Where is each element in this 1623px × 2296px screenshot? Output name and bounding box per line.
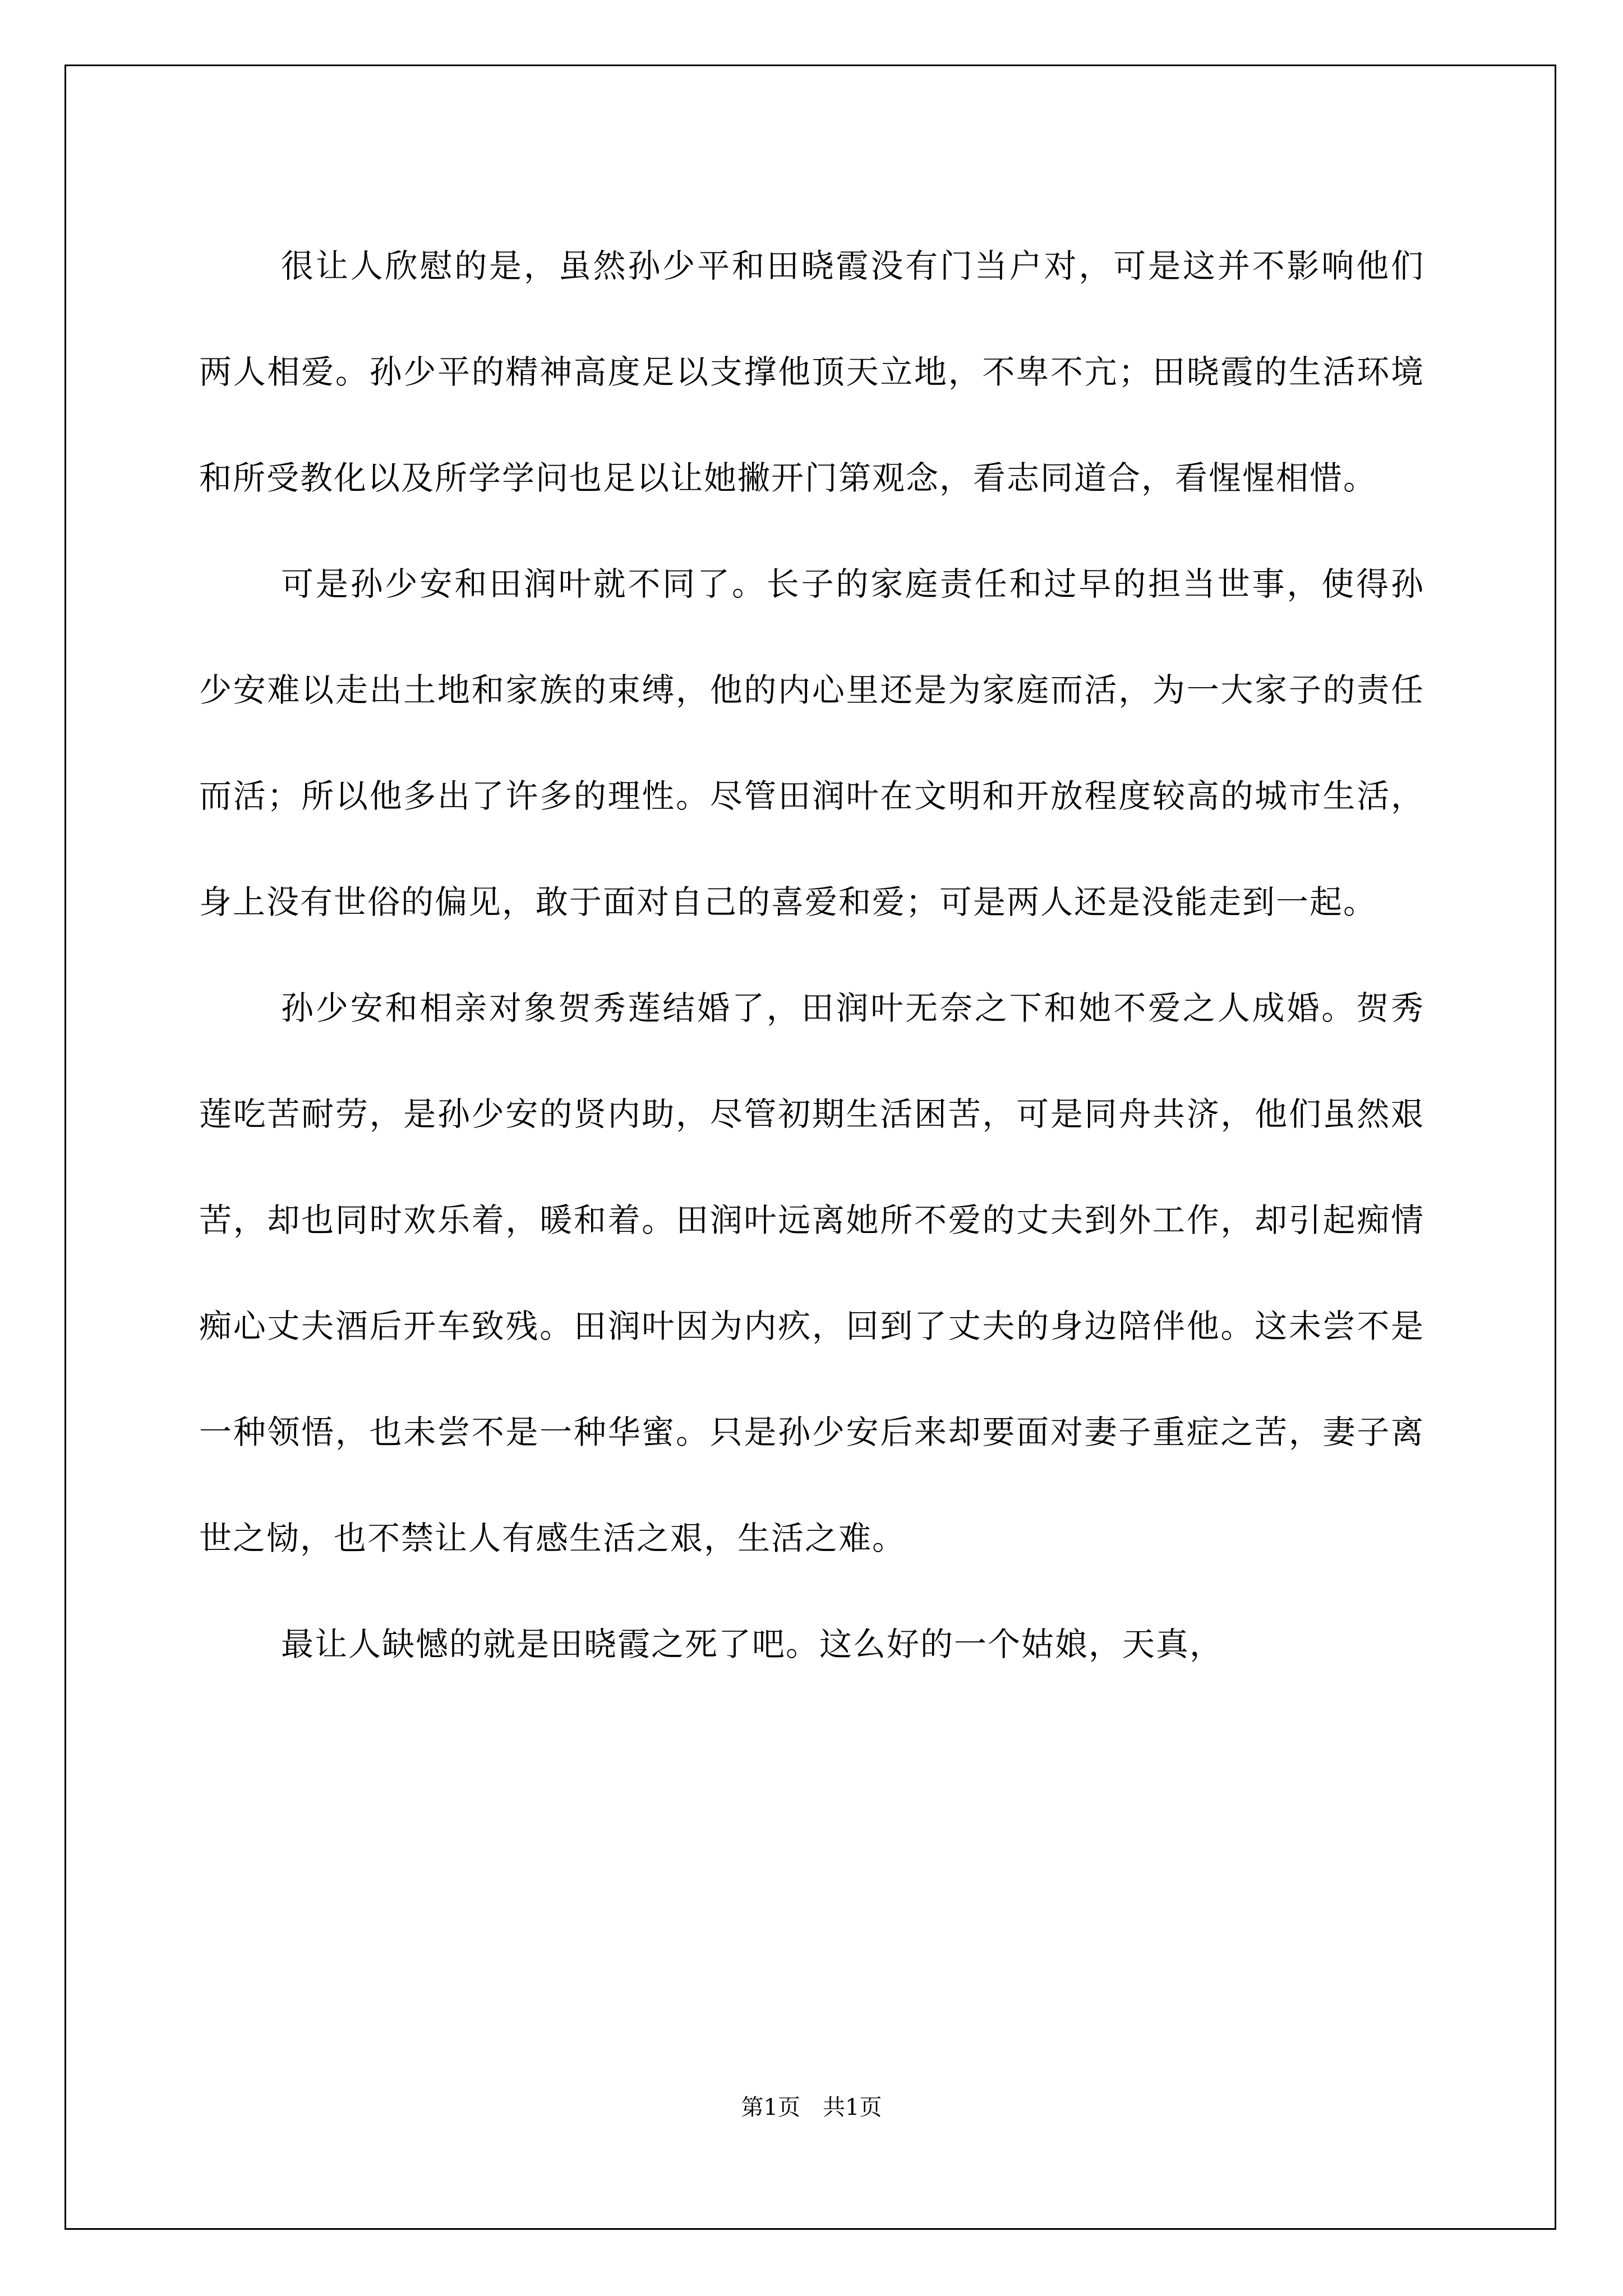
paragraph-3: 孙少安和相亲对象贺秀莲结婚了，田润叶无奈之下和她不爱之人成婚。贺秀莲吃苦耐劳，是孙少安的贤内助，尽管初期生活困苦，可是同舟共济，他们虽然艰苦，却也同时欢乐着，暖和着。田润叶远离她所不爱的丈夫到外工作，却引起痴情痴心丈夫酒后开车致残。田润叶因为内疚，回到了丈夫的身边陪伴他。这未尝不是一种领悟，也未尝不是一种华蜜。只是孙少安后来却要面对妻子重症之苦，妻子离世之恸，也不禁让人有感生活之艰，生活之难。 [199, 989, 1424, 1557]
paragraph-4: 最让人缺憾的就是田晓霞之死了吧。这么好的一个姑娘，天真， [281, 1625, 1224, 1663]
page-number-footer: 第1页 共1页 [741, 2095, 882, 2120]
document-body [199, 213, 1424, 1697]
paragraph-2: 可是孙少安和田润叶就不同了。长子的家庭责任和过早的担当世事，使得孙少安难以走出土地和家族的束缚，他的内心里还是为家庭而活，为一大家子的责任而活；所以他多出了许多的理性。尽管田润叶在文明和开放程度较高的城市生活，身上没有世俗的偏见，敢于面对自己的喜爱和爱；可是两人还是没能走到一起。 [199, 565, 1424, 921]
paragraph-1: 很让人欣慰的是，虽然孙少平和田晓霞没有门当户对，可是这并不影响他们两人相爱。孙少平的精神高度足以支撑他顶天立地，不卑不亢；田晓霞的生活环境和所受教化以及所学学问也足以让她撇开门第观念，看志同道合，看惺惺相惜。 [199, 247, 1424, 497]
